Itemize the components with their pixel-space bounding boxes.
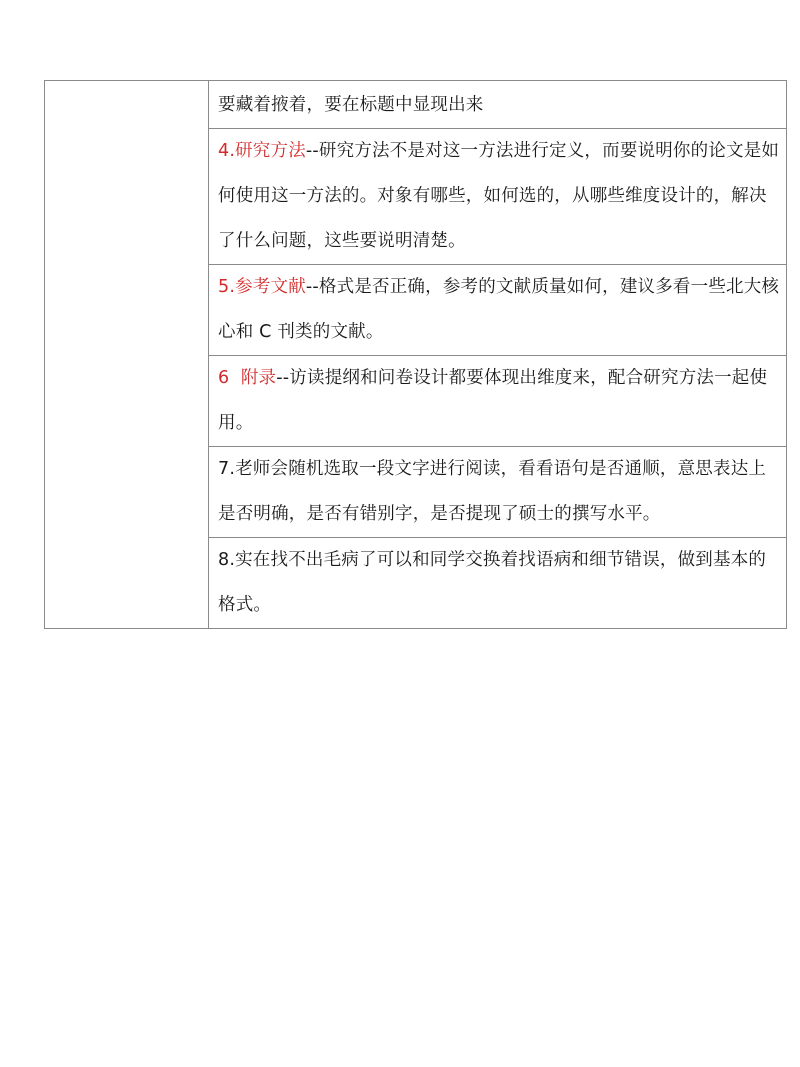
row-body: --格式是否正确，参考的文献质量如何，建议多看一些北大核心和 C 刊类的文献。 <box>218 277 780 342</box>
table-cell <box>209 356 787 447</box>
table-row <box>45 81 787 129</box>
row-body: --研究方法不是对这一方法进行定义，而要说明你的论文是如何使用这一方法的。对象有哪些，如何选的，从哪些维度设计的，解决了什么问题，这些要说明清楚。 <box>218 141 780 251</box>
row-heading: 5.参考文献 <box>218 277 306 297</box>
table-cell <box>209 538 787 629</box>
row-text <box>209 129 786 264</box>
table-cell <box>209 265 787 356</box>
row-body: 7.老师会随机选取一段文字进行阅读，看看语句是否通顺，意思表达上是否明确，是否有错别字，是否提现了硕士的撰写水平。 <box>218 459 767 524</box>
row-heading: 4.研究方法 <box>218 141 306 161</box>
row-body: 要藏着掖着，要在标题中显现出来 <box>218 95 484 115</box>
row-body: --访读提纲和问卷设计都要体现出维度来，配合研究方法一起使用。 <box>218 368 768 433</box>
row-heading: 6 附录 <box>218 368 277 388</box>
row-text <box>209 538 786 628</box>
row-text <box>209 265 786 355</box>
document-table <box>44 80 787 629</box>
row-text <box>209 447 786 537</box>
row-body: 8.实在找不出毛病了可以和同学交换着找语病和细节错误，做到基本的格式。 <box>218 550 767 615</box>
row-text <box>209 356 786 446</box>
row-text <box>209 81 786 128</box>
left-column-cell <box>45 81 209 629</box>
table-cell <box>209 129 787 265</box>
table-cell <box>209 447 787 538</box>
table-cell <box>209 81 787 129</box>
